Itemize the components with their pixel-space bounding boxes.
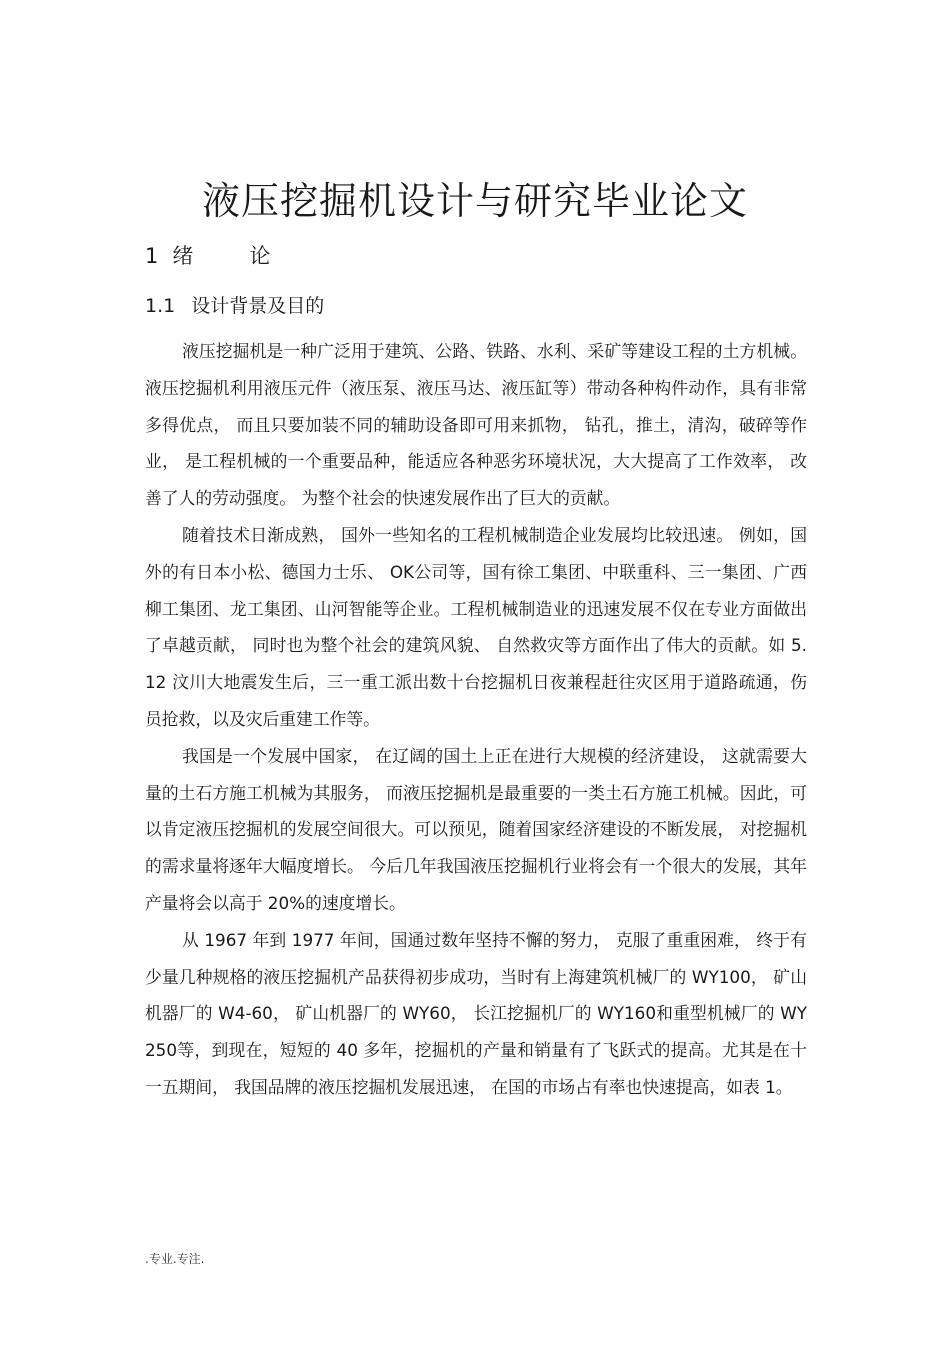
chapter-heading [145,240,326,270]
chapter-title: 绪论 [172,244,327,268]
paragraph: 我国是一个发展中国家， 在辽阔的国土上正在进行大规模的经济建设， 这就需要大量的土石方施工机械为其服务， 而液压挖掘机是最重要的一类土石方施工机械。因此，可以肯定液压挖掘机的发展空间很大。可以预见，随着国家经济建设的不断发展， 对挖掘机的需求量将逐年大幅度增长。 今后几年我国液压挖掘机行业将会有一个很大的发展，其年产量将会以高于 20%的速度增长。 [145,745,807,913]
paragraph: 从 1967 年到 1977 年间，国通过数年坚持不懈的努力， 克服了重重困难， 终于有少量几种规格的液压挖掘机产品获得初步成功，当时有上海建筑机械厂的 WY100， 矿山机器厂的 W4-60， 矿山机器厂的 WY60， 长江挖掘机厂的 WY160和重型机械厂的 WY250等，到现在，短短的 40 多年，挖掘机的产量和销量有了飞跃式的提高。尤其是在十一五期间， 我国品牌的液压挖掘机发展迅速， 在国的市场占有率也快速提高，如表 1。 [145,929,807,1097]
section-title: 设计背景及目的 [191,295,325,317]
chapter-number: 1 [145,244,159,268]
document-title: 液压挖掘机设计与研究毕业论文 [201,179,748,223]
body-text [145,333,807,1106]
paragraph: 随着技术日渐成熟， 国外一些知名的工程机械制造企业发展均比较迅速。 例如，国外的有日本小松、德国力士乐、 OK公司等，国有徐工集团、中联重科、三一集团、广西柳工集团、龙工集团、山河智能等企业。工程机械制造业的迅速发展不仅在专业方面做出了卓越贡献， 同时也为整个社会的建筑风貌、 自然救灾等方面作出了伟大的贡献。如 5.12 汶川大地震发生后，三一重工派出数十台挖掘机日夜兼程赶往灾区用于道路疏通，伤员抢救，以及灾后重建工作等。 [145,524,807,729]
page-footer: .专业.专注. [145,1252,205,1266]
section-heading [145,291,324,318]
section-number: 1.1 [145,295,176,317]
paragraph: 液压挖掘机是一种广泛用于建筑、公路、铁路、水利、采矿等建设工程的土方机械。液压挖掘机利用液压元件（液压泵、液压马达、液压缸等）带动各种构件动作，具有非常多得优点， 而且只要加装不同的辅助设备即可用来抓物， 钻孔，推土，清沟，破碎等作业， 是工程机械的一个重要品种，能适应各种恶劣环境状况，大大提高了工作效率， 改善了人的劳动强度。 为整个社会的快速发展作出了巨大的贡献。 [145,341,807,509]
